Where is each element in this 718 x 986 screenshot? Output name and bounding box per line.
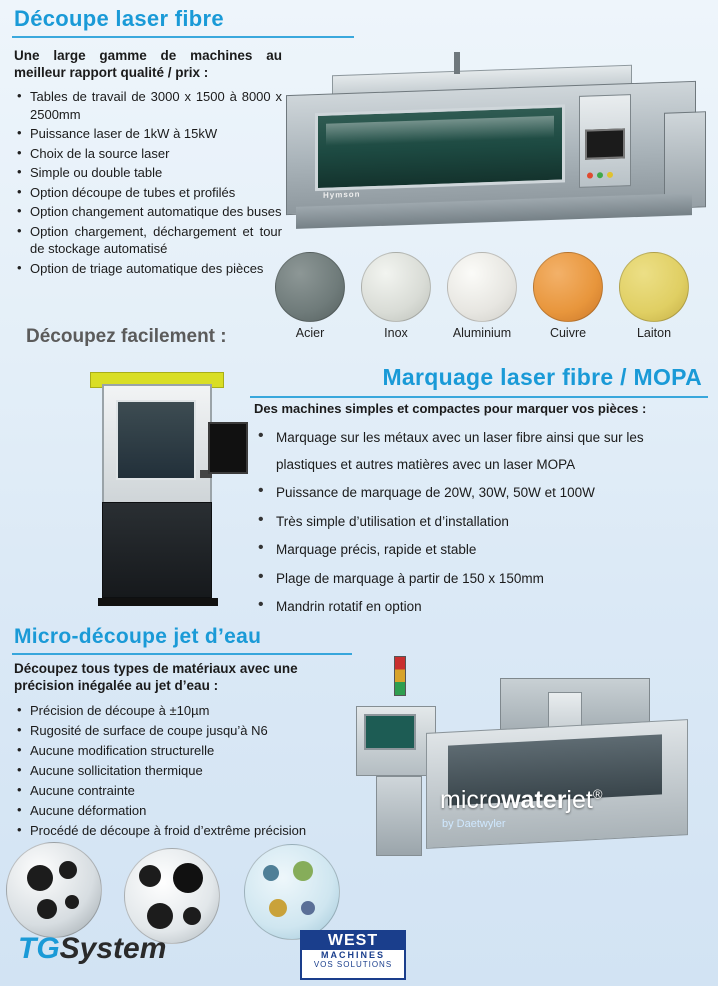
section-3-intro: Découpez tous types de matériaux avec une précision inégalée au jet d’eau : [14, 661, 298, 693]
material-swatch [275, 252, 345, 322]
section-2-divider [250, 396, 708, 398]
section-3-title: Micro-découpe jet d’eau [14, 625, 262, 648]
list-item: • Option découpe de tubes et profilés [14, 184, 282, 202]
list-item: • Aucune contrainte [14, 782, 364, 800]
logo-registered-mark: ® [592, 786, 603, 802]
list-item: • Aucune sollicitation thermique [14, 762, 364, 780]
west-machines-logo [300, 930, 406, 980]
section-3-divider [12, 653, 352, 655]
cnc-screen [364, 714, 416, 750]
west-logo-mid: MACHINES [320, 950, 385, 960]
material-label: Cuivre [549, 326, 587, 340]
list-item: • Précision de découpe à ±10µm [14, 702, 364, 720]
material-sample-laiton [616, 252, 692, 340]
cut-sample-1 [6, 842, 102, 938]
waterjet-machine-photo [330, 648, 710, 878]
section-1-title: Découpe laser fibre [14, 6, 224, 31]
waterjet-logo [440, 786, 602, 815]
list-item: • Aucune modification structurelle [14, 742, 364, 760]
list-item: • Procédé de découpe à froid d’extrême précision [14, 822, 364, 840]
list-item: • Option de triage automatique des pièces [14, 260, 282, 278]
material-label: Aluminium [452, 326, 512, 340]
section-3-bullet-list [14, 702, 364, 842]
company-logo [18, 932, 166, 966]
material-swatch [619, 252, 689, 322]
list-item: • Aucune déformation [14, 802, 364, 820]
signal-tower-icon [394, 656, 406, 696]
material-swatch [447, 252, 517, 322]
company-logo-prefix: TG [18, 932, 60, 965]
machine-window [315, 104, 565, 191]
section-1-tagline: Découpez facilement : [26, 326, 227, 347]
material-label: Inox [384, 326, 408, 340]
material-swatch [533, 252, 603, 322]
fiber-laser-machine-photo [276, 48, 708, 238]
list-item: • Simple ou double table [14, 164, 282, 182]
list-item: • Puissance laser de 1kW à 15kW [14, 125, 282, 143]
material-sample-acier [272, 252, 348, 340]
west-logo-top: WEST [302, 932, 404, 950]
waterjet-logo-subtitle: by Daetwyler [442, 818, 506, 830]
list-item: • Mandrin rotatif en option [254, 594, 706, 621]
machine-base [102, 502, 212, 598]
list-item: • Rugosité de surface de coupe jusqu’à N6 [14, 722, 364, 740]
section-1-intro: Une large gamme de machines au meilleur rapport qualité / prix : [14, 48, 282, 80]
section-2-bullet-list [254, 425, 706, 623]
list-item: • Marquage précis, rapide et stable [254, 537, 706, 564]
section-2-intro: Des machines simples et compactes pour marquer vos pièces : [254, 401, 647, 416]
list-item: • Puissance de marquage de 20W, 30W, 50W et 100W [254, 480, 706, 507]
machine-screen [585, 128, 625, 159]
machine-status-lights [587, 164, 623, 177]
material-swatch [361, 252, 431, 322]
section-2-title: Marquage laser fibre / MOPA [382, 364, 702, 390]
laser-marking-machine-photo [40, 366, 250, 616]
material-samples-row [272, 252, 712, 352]
list-item: • Option changement automatique des buses [14, 203, 282, 221]
machine-brand-label: Hymson [323, 189, 361, 200]
machine-mast [454, 52, 460, 74]
machine-foot [98, 598, 218, 606]
logo-post: jet [566, 786, 593, 814]
section-1-bullet-list [14, 88, 282, 279]
list-item: • Marquage sur les métaux avec un laser fibre ainsi que sur les plastiques et autres matières avec un laser MOPA [254, 425, 706, 478]
section-1-divider [12, 36, 354, 38]
material-sample-inox [358, 252, 434, 340]
machine-window [116, 400, 196, 480]
logo-mid: water [501, 786, 567, 814]
material-label: Acier [295, 326, 325, 340]
list-item: • Option chargement, déchargement et tour de stockage automatisé [14, 223, 282, 258]
machine-column [376, 776, 422, 856]
logo-pre: micro [440, 786, 502, 814]
material-sample-aluminium [444, 252, 520, 340]
company-logo-suffix: System [59, 932, 167, 965]
list-item: • Plage de marquage à partir de 150 x 150mm [254, 566, 706, 593]
material-sample-cuivre [530, 252, 606, 340]
list-item: • Choix de la source laser [14, 145, 282, 163]
list-item: • Tables de travail de 3000 x 1500 à 8000 x 2500mm [14, 88, 282, 123]
cut-sample-3 [244, 844, 340, 940]
cut-sample-2 [124, 848, 220, 944]
list-item: • Très simple d’utilisation et d’installation [254, 509, 706, 536]
machine-monitor [208, 422, 248, 474]
material-label: Laiton [636, 326, 672, 340]
west-logo-bottom: VOS SOLUTIONS [313, 960, 393, 969]
